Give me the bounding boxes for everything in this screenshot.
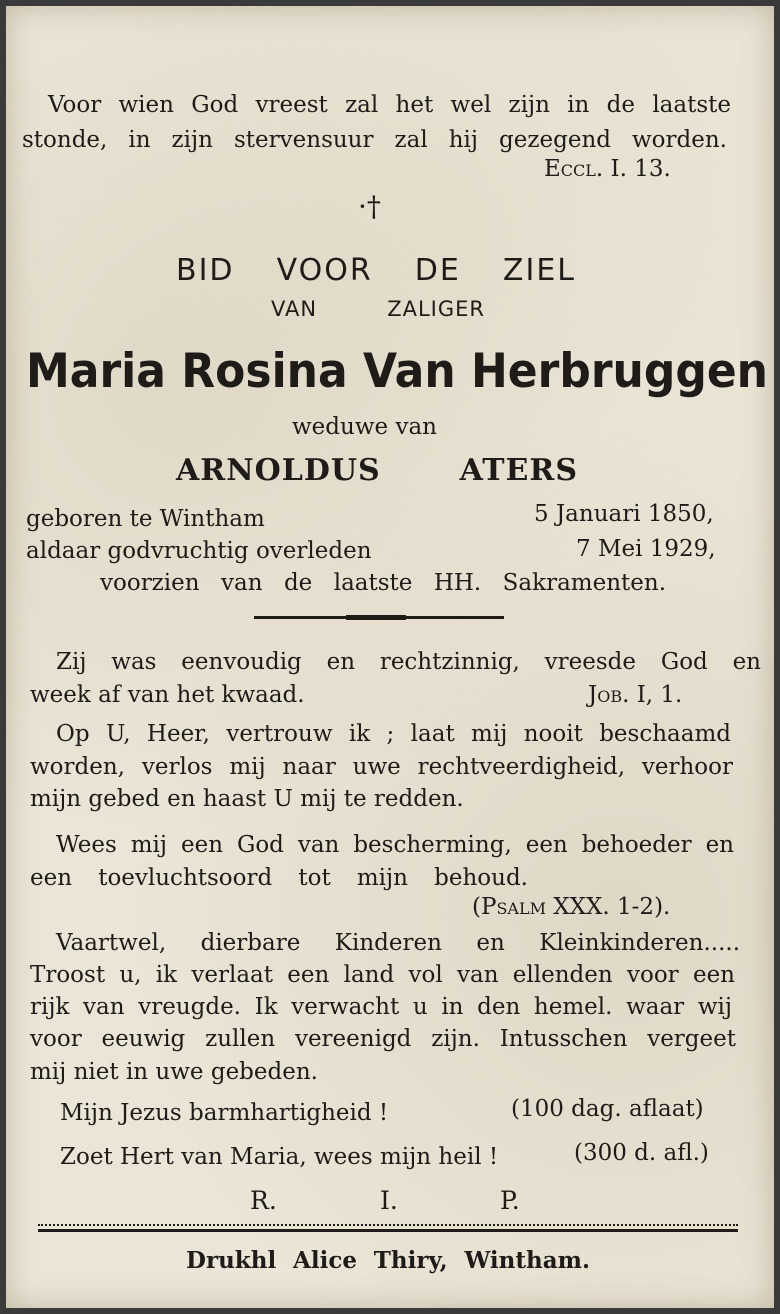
widow-of-text: weduwe van [292, 414, 437, 440]
psalm-line-4: Wees mij een God van bescherming, een behoeder en [56, 832, 734, 858]
cross-icon: ·† [358, 190, 381, 223]
rip-i: I. [380, 1186, 398, 1215]
of-late-heading: VAN ZALIGER [271, 297, 485, 321]
psalm-line-1: Op U, Heer, vertrouw ik ; laat mij nooit beschaamd [56, 721, 731, 747]
deceased-name: Maria Rosina Van Herbruggen [26, 344, 769, 400]
indulgence-prayer-2: Zoet Hert van Maria, wees mijn heil ! [60, 1144, 499, 1170]
epigraph-line-2: stonde, in zijn stervensuur zal hij gezegend worden. [22, 127, 727, 153]
indulgence-note-1: (100 dag. aflaat) [511, 1096, 704, 1122]
job-verse-line-2: week af van het kwaad. [30, 682, 305, 708]
died-label: aldaar godvruchtig overleden [26, 538, 372, 564]
psalm-line-3: mijn gebed en haast U mij te redden. [30, 786, 464, 812]
job-reference: Job. I, 1. [588, 682, 683, 708]
sacraments-text: voorzien van de laatste HH. Sakramenten. [100, 570, 666, 596]
farewell-line-5: mij niet in uwe gebeden. [30, 1059, 318, 1085]
epigraph-reference: Eccl. I. 13. [544, 156, 671, 182]
psalm-line-2: worden, verlos mij naar uwe rechtveerdigheid, verhoor [30, 754, 733, 780]
printer-imprint: Drukhl Alice Thiry, Wintham. [186, 1247, 590, 1274]
born-label: geboren te Wintham [26, 506, 265, 532]
prayer-heading: BID VOOR DE ZIEL [176, 253, 576, 288]
farewell-line-2: Troost u, ik verlaat een land vol van ellenden voor een [30, 962, 735, 988]
bottom-rule-thick [38, 1229, 738, 1232]
psalm-reference: (Psalm XXX. 1-2). [472, 894, 671, 920]
rip-r: R. [250, 1186, 277, 1215]
bottom-rule-thin [38, 1224, 738, 1227]
spouse-name: ARNOLDUS ATERS [176, 453, 578, 488]
born-date: 5 Januari 1850, [534, 501, 714, 527]
farewell-line-3: rijk van vreugde. Ik verwacht u in den hemel. waar wij [30, 994, 732, 1020]
memorial-card [6, 6, 774, 1308]
indulgence-note-2: (300 d. afl.) [574, 1140, 709, 1166]
center-divider-accent [346, 615, 406, 620]
died-date: 7 Mei 1929, [576, 536, 716, 562]
rip-p: P. [500, 1186, 520, 1215]
farewell-line-4: voor eeuwig zullen vereenigd zijn. Intusschen vergeet [30, 1026, 736, 1052]
job-verse-line-1: Zij was eenvoudig en rechtzinnig, vreesde God en [56, 649, 761, 675]
farewell-line-1: Vaartwel, dierbare Kinderen en Kleinkinderen..... [56, 930, 740, 956]
indulgence-prayer-1: Mijn Jezus barmhartigheid ! [60, 1100, 389, 1126]
psalm-line-5: een toevluchtsoord tot mijn behoud. [30, 865, 528, 891]
epigraph-line-1: Voor wien God vreest zal het wel zijn in de laatste [48, 92, 731, 118]
